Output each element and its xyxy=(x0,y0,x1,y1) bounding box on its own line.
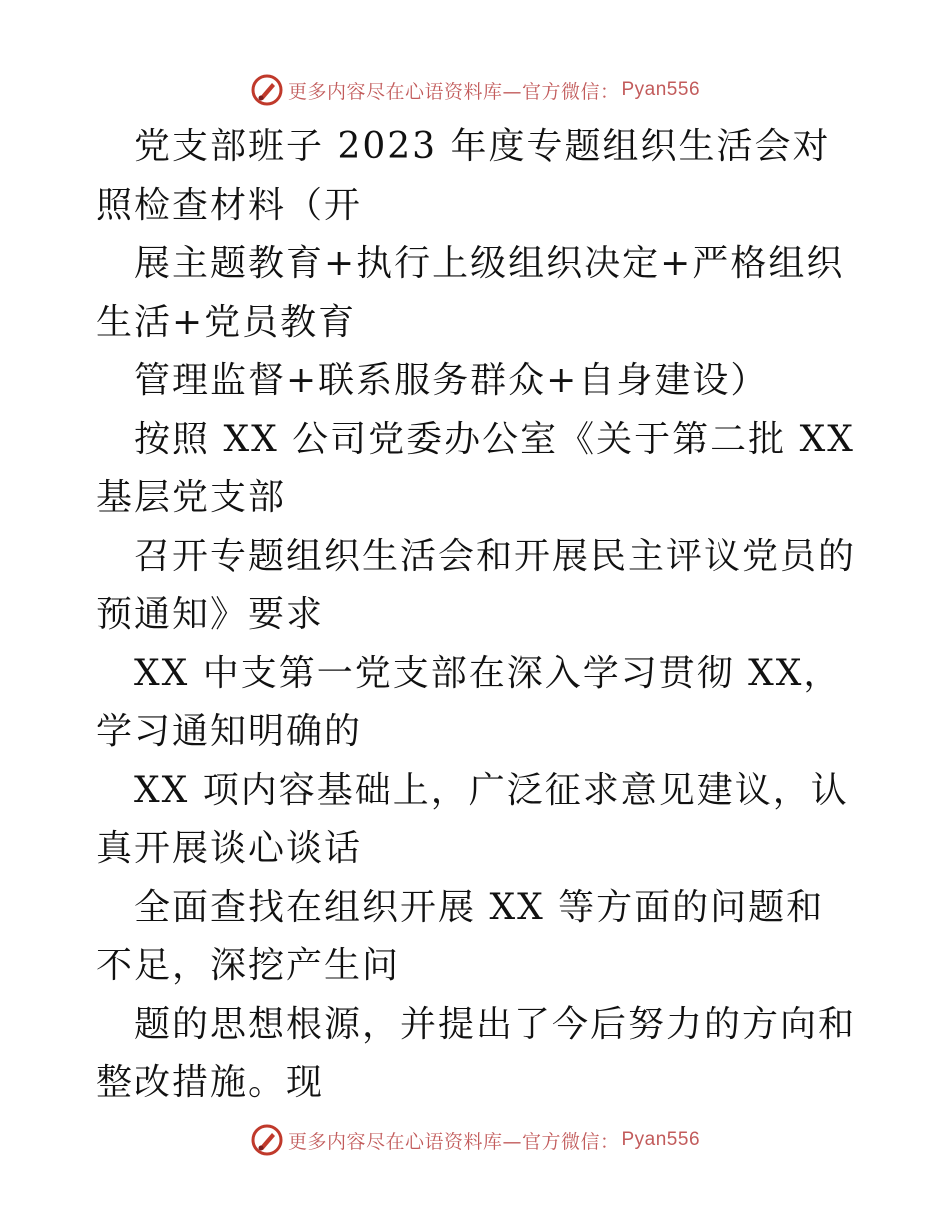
paragraph-5: 召开专题组织生活会和开展民主评议党员的预通知》要求 xyxy=(96,535,857,635)
paragraph-1: 党支部班子 2023 年度专题组织生活会对照检查材料（开 xyxy=(96,126,831,226)
paragraph-8: 全面查找在组织开展 XX 等方面的问题和不足，深挖产生问 xyxy=(96,886,825,986)
watermark-handle: Pyan556 xyxy=(621,1129,701,1150)
watermark-logo-icon xyxy=(250,1123,284,1157)
paragraph-6: XX 中支第一党支部在深入学习贯彻 XX，学习通知明确的 xyxy=(96,652,842,752)
watermark-text: 更多内容尽在心语资料库—官方微信： xyxy=(287,1130,620,1153)
paragraph-2: 展主题教育+执行上级组织决定+严格组织生活+党员教育 xyxy=(96,243,845,343)
paragraph-9: 题的思想根源，并提出了今后努力的方向和整改措施。现 xyxy=(96,1003,857,1103)
footer-watermark xyxy=(0,1120,950,1160)
paragraph-7: XX 项内容基础上，广泛征求意见建议，认真开展谈心谈话 xyxy=(96,769,849,869)
paragraph-4: 按照 XX 公司党委办公室《关于第二批 XX 基层党支部 xyxy=(96,418,855,518)
watermark-handle: Pyan556 xyxy=(621,79,701,100)
watermark-logo-icon xyxy=(250,73,284,107)
document-body xyxy=(96,118,856,1113)
paragraph-3: 管理监督+联系服务群众+自身建设） xyxy=(134,360,769,401)
watermark-text: 更多内容尽在心语资料库—官方微信： xyxy=(287,80,620,103)
header-watermark xyxy=(0,70,950,110)
